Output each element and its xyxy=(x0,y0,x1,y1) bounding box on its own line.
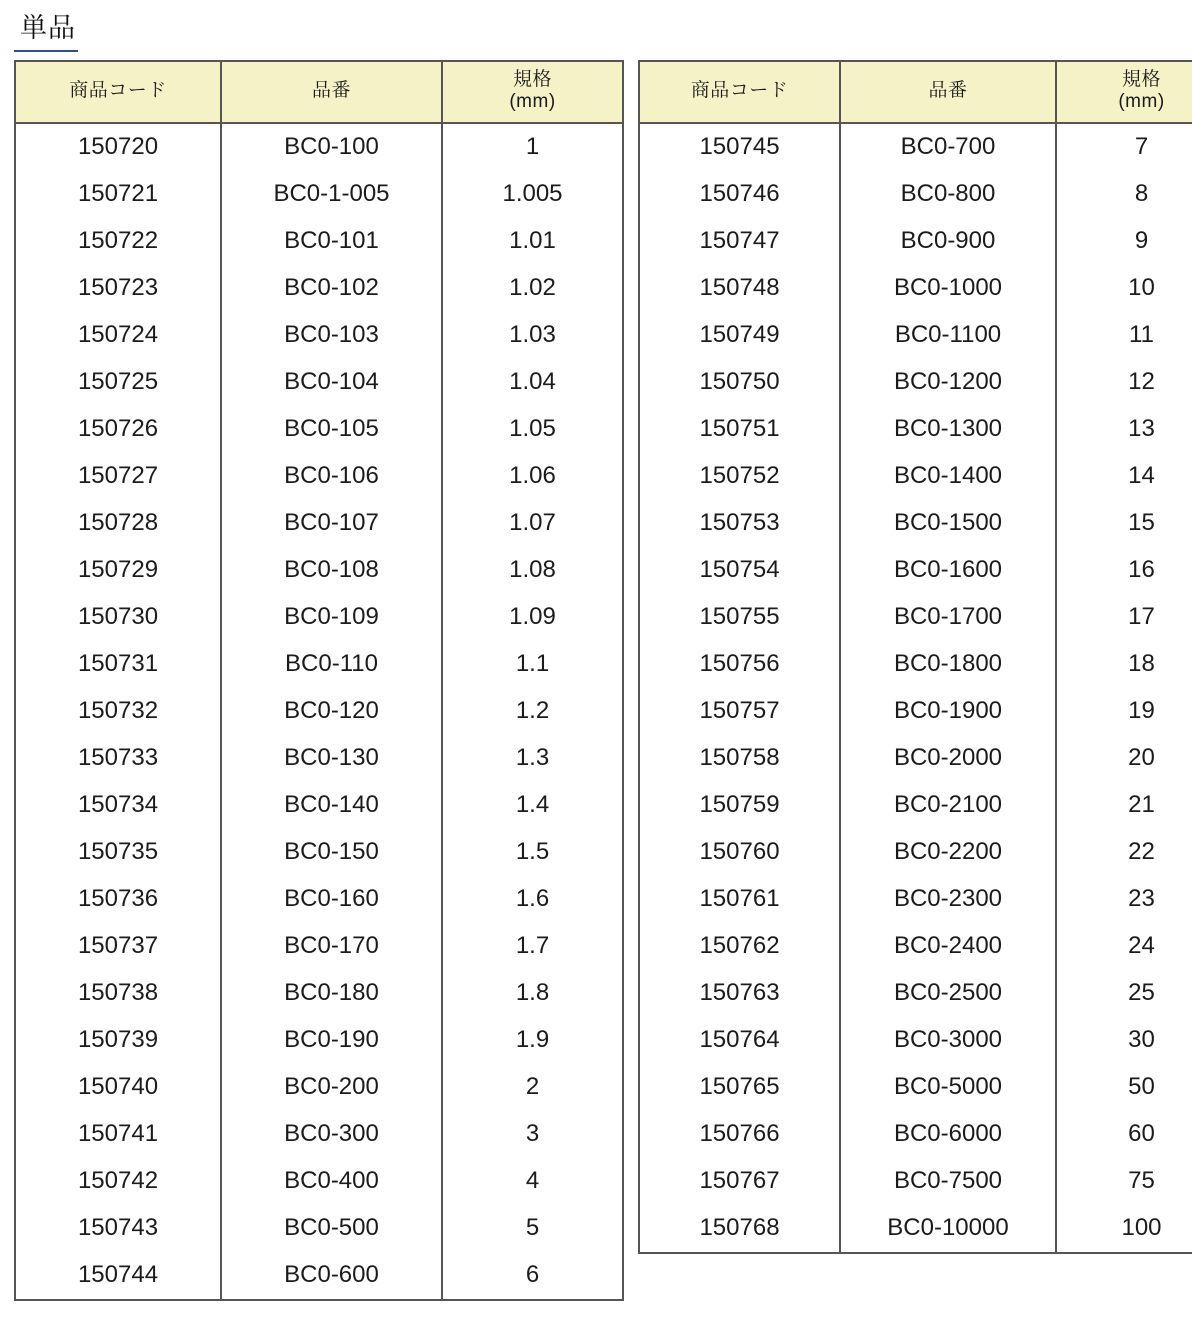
table-row xyxy=(639,1111,1192,1158)
cell-product-code: 150731 xyxy=(15,641,221,688)
table-row xyxy=(639,829,1192,876)
table-row xyxy=(15,829,623,876)
cell-product-code: 150725 xyxy=(15,359,221,406)
cell-size: 14 xyxy=(1056,453,1192,500)
cell-product-code: 150724 xyxy=(15,312,221,359)
spec-table-right-body xyxy=(639,123,1192,1253)
cell-size: 4 xyxy=(442,1158,623,1205)
cell-product-code: 150747 xyxy=(639,218,840,265)
table-row xyxy=(15,1064,623,1111)
cell-size: 1.08 xyxy=(442,547,623,594)
table-row xyxy=(639,453,1192,500)
spec-table-left-head xyxy=(15,61,623,124)
cell-product-code: 150767 xyxy=(639,1158,840,1205)
cell-part-number: BC0-190 xyxy=(221,1017,442,1064)
table-row xyxy=(15,735,623,782)
table-header-row xyxy=(15,61,623,124)
cell-product-code: 150746 xyxy=(639,171,840,218)
column-header-size-unit: (mm) xyxy=(509,91,556,113)
cell-product-code: 150730 xyxy=(15,594,221,641)
cell-size: 24 xyxy=(1056,923,1192,970)
cell-size: 19 xyxy=(1056,688,1192,735)
cell-part-number: BC0-108 xyxy=(221,547,442,594)
cell-part-number: BC0-102 xyxy=(221,265,442,312)
cell-part-number: BC0-10000 xyxy=(840,1205,1056,1253)
cell-product-code: 150757 xyxy=(639,688,840,735)
table-row xyxy=(15,1252,623,1300)
cell-product-code: 150732 xyxy=(15,688,221,735)
table-row xyxy=(15,453,623,500)
cell-product-code: 150750 xyxy=(639,359,840,406)
cell-part-number: BC0-140 xyxy=(221,782,442,829)
cell-part-number: BC0-1000 xyxy=(840,265,1056,312)
cell-size: 1.005 xyxy=(442,171,623,218)
table-header-row xyxy=(639,61,1192,124)
table-row xyxy=(639,688,1192,735)
spec-tables-container xyxy=(14,60,1178,1302)
column-header-size-label: 規格 xyxy=(1121,68,1161,90)
cell-part-number: BC0-1500 xyxy=(840,500,1056,547)
cell-product-code: 150760 xyxy=(639,829,840,876)
cell-product-code: 150749 xyxy=(639,312,840,359)
cell-part-number: BC0-110 xyxy=(221,641,442,688)
cell-part-number: BC0-800 xyxy=(840,171,1056,218)
cell-size: 9 xyxy=(1056,218,1192,265)
cell-size: 5 xyxy=(442,1205,623,1252)
cell-part-number: BC0-900 xyxy=(840,218,1056,265)
cell-product-code: 150762 xyxy=(639,923,840,970)
cell-size: 20 xyxy=(1056,735,1192,782)
cell-product-code: 150742 xyxy=(15,1158,221,1205)
cell-size: 1.3 xyxy=(442,735,623,782)
table-row xyxy=(639,970,1192,1017)
cell-part-number: BC0-2400 xyxy=(840,923,1056,970)
cell-size: 13 xyxy=(1056,406,1192,453)
cell-size: 10 xyxy=(1056,265,1192,312)
cell-product-code: 150755 xyxy=(639,594,840,641)
cell-size: 25 xyxy=(1056,970,1192,1017)
cell-product-code: 150739 xyxy=(15,1017,221,1064)
cell-size: 1 xyxy=(442,123,623,171)
table-row xyxy=(639,641,1192,688)
cell-size: 1.6 xyxy=(442,876,623,923)
cell-product-code: 150764 xyxy=(639,1017,840,1064)
cell-part-number: BC0-1700 xyxy=(840,594,1056,641)
cell-part-number: BC0-300 xyxy=(221,1111,442,1158)
table-row xyxy=(15,218,623,265)
table-row xyxy=(15,312,623,359)
cell-size: 21 xyxy=(1056,782,1192,829)
cell-size: 11 xyxy=(1056,312,1192,359)
cell-part-number: BC0-103 xyxy=(221,312,442,359)
cell-size: 6 xyxy=(442,1252,623,1300)
cell-part-number: BC0-106 xyxy=(221,453,442,500)
cell-product-code: 150737 xyxy=(15,923,221,970)
cell-part-number: BC0-3000 xyxy=(840,1017,1056,1064)
table-row xyxy=(639,359,1192,406)
cell-product-code: 150720 xyxy=(15,123,221,171)
cell-part-number: BC0-6000 xyxy=(840,1111,1056,1158)
cell-size: 1.5 xyxy=(442,829,623,876)
column-header-size-label: 規格 xyxy=(512,68,552,90)
cell-part-number: BC0-2000 xyxy=(840,735,1056,782)
cell-product-code: 150753 xyxy=(639,500,840,547)
cell-product-code: 150728 xyxy=(15,500,221,547)
cell-product-code: 150734 xyxy=(15,782,221,829)
cell-part-number: BC0-101 xyxy=(221,218,442,265)
cell-size: 17 xyxy=(1056,594,1192,641)
cell-product-code: 150763 xyxy=(639,970,840,1017)
cell-part-number: BC0-170 xyxy=(221,923,442,970)
column-header-product-code: 商品コード xyxy=(639,61,840,124)
cell-size: 1.7 xyxy=(442,923,623,970)
page-title: 単品 xyxy=(14,10,78,52)
cell-part-number: BC0-600 xyxy=(221,1252,442,1300)
cell-part-number: BC0-120 xyxy=(221,688,442,735)
cell-part-number: BC0-400 xyxy=(221,1158,442,1205)
cell-size: 50 xyxy=(1056,1064,1192,1111)
cell-size: 1.9 xyxy=(442,1017,623,1064)
table-row xyxy=(639,1064,1192,1111)
cell-part-number: BC0-105 xyxy=(221,406,442,453)
cell-size: 75 xyxy=(1056,1158,1192,1205)
cell-size: 1.07 xyxy=(442,500,623,547)
cell-product-code: 150721 xyxy=(15,171,221,218)
cell-part-number: BC0-104 xyxy=(221,359,442,406)
table-row xyxy=(15,265,623,312)
table-row xyxy=(639,876,1192,923)
cell-part-number: BC0-1900 xyxy=(840,688,1056,735)
column-header-size xyxy=(442,61,623,124)
table-row xyxy=(639,265,1192,312)
cell-product-code: 150740 xyxy=(15,1064,221,1111)
spec-table-right xyxy=(638,60,1192,1255)
cell-product-code: 150751 xyxy=(639,406,840,453)
cell-product-code: 150723 xyxy=(15,265,221,312)
cell-size: 23 xyxy=(1056,876,1192,923)
cell-part-number: BC0-160 xyxy=(221,876,442,923)
cell-product-code: 150752 xyxy=(639,453,840,500)
cell-part-number: BC0-1600 xyxy=(840,547,1056,594)
cell-part-number: BC0-200 xyxy=(221,1064,442,1111)
cell-size: 1.05 xyxy=(442,406,623,453)
table-row xyxy=(639,547,1192,594)
cell-size: 3 xyxy=(442,1111,623,1158)
cell-size: 18 xyxy=(1056,641,1192,688)
cell-size: 8 xyxy=(1056,171,1192,218)
table-row xyxy=(15,923,623,970)
column-header-part-number: 品番 xyxy=(840,61,1056,124)
cell-part-number: BC0-1300 xyxy=(840,406,1056,453)
cell-size: 7 xyxy=(1056,123,1192,171)
cell-part-number: BC0-7500 xyxy=(840,1158,1056,1205)
cell-size: 1.1 xyxy=(442,641,623,688)
table-row xyxy=(639,1205,1192,1253)
cell-product-code: 150735 xyxy=(15,829,221,876)
cell-size: 15 xyxy=(1056,500,1192,547)
cell-part-number: BC0-150 xyxy=(221,829,442,876)
cell-part-number: BC0-180 xyxy=(221,970,442,1017)
cell-product-code: 150741 xyxy=(15,1111,221,1158)
cell-product-code: 150759 xyxy=(639,782,840,829)
cell-product-code: 150768 xyxy=(639,1205,840,1253)
table-row xyxy=(15,500,623,547)
table-row xyxy=(15,123,623,171)
cell-part-number: BC0-130 xyxy=(221,735,442,782)
table-row xyxy=(639,406,1192,453)
cell-product-code: 150761 xyxy=(639,876,840,923)
cell-size: 2 xyxy=(442,1064,623,1111)
cell-product-code: 150766 xyxy=(639,1111,840,1158)
column-header-part-number: 品番 xyxy=(221,61,442,124)
cell-size: 100 xyxy=(1056,1205,1192,1253)
cell-product-code: 150756 xyxy=(639,641,840,688)
table-row xyxy=(639,123,1192,171)
cell-part-number: BC0-700 xyxy=(840,123,1056,171)
table-row xyxy=(15,688,623,735)
table-row xyxy=(15,1111,623,1158)
cell-size: 1.01 xyxy=(442,218,623,265)
cell-part-number: BC0-2200 xyxy=(840,829,1056,876)
table-row xyxy=(639,782,1192,829)
table-row xyxy=(15,1158,623,1205)
table-row xyxy=(639,500,1192,547)
cell-size: 1.03 xyxy=(442,312,623,359)
cell-product-code: 150743 xyxy=(15,1205,221,1252)
table-row xyxy=(15,171,623,218)
table-row xyxy=(15,547,623,594)
table-row xyxy=(15,970,623,1017)
cell-size: 1.2 xyxy=(442,688,623,735)
cell-product-code: 150754 xyxy=(639,547,840,594)
cell-size: 1.4 xyxy=(442,782,623,829)
cell-product-code: 150745 xyxy=(639,123,840,171)
table-row xyxy=(639,923,1192,970)
table-row xyxy=(15,406,623,453)
cell-product-code: 150733 xyxy=(15,735,221,782)
cell-product-code: 150765 xyxy=(639,1064,840,1111)
cell-size: 1.06 xyxy=(442,453,623,500)
table-row xyxy=(639,171,1192,218)
cell-part-number: BC0-100 xyxy=(221,123,442,171)
cell-product-code: 150727 xyxy=(15,453,221,500)
cell-product-code: 150726 xyxy=(15,406,221,453)
cell-part-number: BC0-2100 xyxy=(840,782,1056,829)
table-row xyxy=(639,594,1192,641)
cell-product-code: 150758 xyxy=(639,735,840,782)
cell-product-code: 150744 xyxy=(15,1252,221,1300)
table-row xyxy=(639,1017,1192,1064)
column-header-product-code: 商品コード xyxy=(15,61,221,124)
table-row xyxy=(15,359,623,406)
cell-part-number: BC0-1200 xyxy=(840,359,1056,406)
table-row xyxy=(639,735,1192,782)
cell-product-code: 150738 xyxy=(15,970,221,1017)
column-header-size-unit: (mm) xyxy=(1118,91,1165,113)
table-row xyxy=(15,876,623,923)
cell-part-number: BC0-2300 xyxy=(840,876,1056,923)
table-row xyxy=(639,218,1192,265)
cell-product-code: 150736 xyxy=(15,876,221,923)
table-row xyxy=(15,641,623,688)
cell-size: 30 xyxy=(1056,1017,1192,1064)
table-row xyxy=(639,312,1192,359)
cell-part-number: BC0-500 xyxy=(221,1205,442,1252)
spec-table-left-body xyxy=(15,123,623,1300)
cell-part-number: BC0-2500 xyxy=(840,970,1056,1017)
cell-part-number: BC0-107 xyxy=(221,500,442,547)
cell-part-number: BC0-109 xyxy=(221,594,442,641)
spec-table-right-head xyxy=(639,61,1192,124)
cell-product-code: 150729 xyxy=(15,547,221,594)
cell-part-number: BC0-1400 xyxy=(840,453,1056,500)
cell-size: 1.8 xyxy=(442,970,623,1017)
cell-part-number: BC0-1800 xyxy=(840,641,1056,688)
spec-table-left xyxy=(14,60,624,1302)
cell-size: 1.02 xyxy=(442,265,623,312)
table-row xyxy=(15,594,623,641)
table-row xyxy=(15,1017,623,1064)
cell-part-number: BC0-1-005 xyxy=(221,171,442,218)
cell-part-number: BC0-1100 xyxy=(840,312,1056,359)
table-row xyxy=(15,782,623,829)
cell-size: 60 xyxy=(1056,1111,1192,1158)
cell-size: 12 xyxy=(1056,359,1192,406)
cell-product-code: 150722 xyxy=(15,218,221,265)
cell-size: 16 xyxy=(1056,547,1192,594)
column-header-size xyxy=(1056,61,1192,124)
table-row xyxy=(639,1158,1192,1205)
cell-size: 1.04 xyxy=(442,359,623,406)
cell-size: 1.09 xyxy=(442,594,623,641)
table-row xyxy=(15,1205,623,1252)
cell-product-code: 150748 xyxy=(639,265,840,312)
cell-part-number: BC0-5000 xyxy=(840,1064,1056,1111)
cell-size: 22 xyxy=(1056,829,1192,876)
